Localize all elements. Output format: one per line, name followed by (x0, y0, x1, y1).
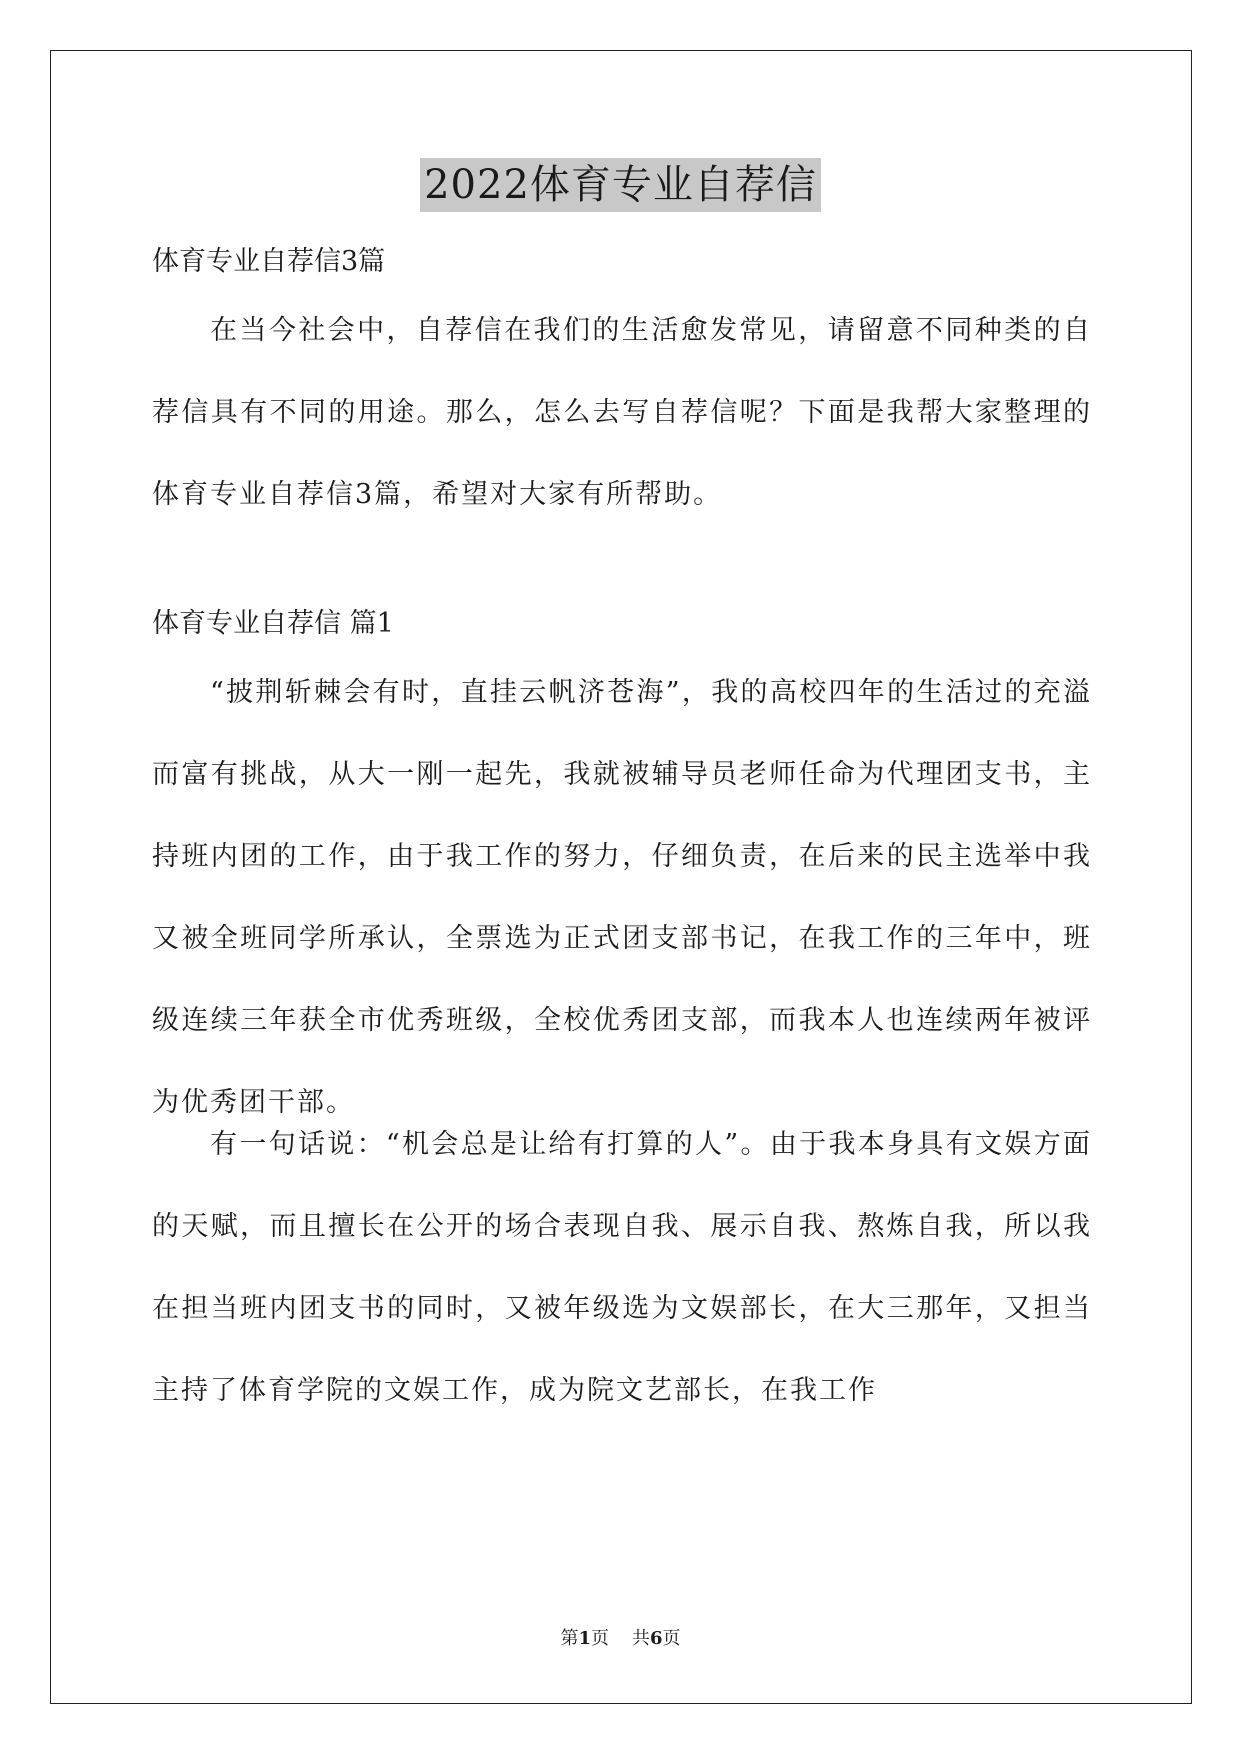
footer-total-pages: 6 (649, 1628, 663, 1649)
footer-prefix: 第 (560, 1628, 579, 1649)
body-paragraph: “披荆斩棘会有时，直挂云帆济苍海”，我的高校四年的生活过的充溢而富有挑战，从大一刚一起先，我就被辅导员老师任命为代理团支书，主持班内团的工作，由于我工作的努力，仔细负责，在后来的民主选举中我又被全班同学所承认，全票选为正式团支部书记，在我工作的三年中，班级连续三年获全市优秀班级，全校优秀团支部，而我本人也连续两年被评为优秀团干部。 (152, 677, 1092, 1118)
footer-suffix: 页 (662, 1628, 681, 1649)
footer-middle: 页 共 (591, 1628, 650, 1649)
section-heading: 体育专业自荐信 篇1 (152, 608, 394, 639)
intro-paragraph: 在当今社会中，自荐信在我们的生活愈发常见，请留意不同种类的自荐信具有不同的用途。那么，怎么去写自荐信呢？下面是我帮大家整理的体育专业自荐信3篇，希望对大家有所帮助。 (152, 315, 1092, 510)
document-title: 2022体育专业自荐信 (420, 158, 821, 212)
document-subtitle: 体育专业自荐信3篇 (152, 246, 386, 277)
title-container (0, 158, 1241, 212)
page-footer (0, 1627, 1241, 1651)
body-paragraph: 有一句话说：“机会总是让给有打算的人”。由于我本身具有文娱方面的天赋，而且擅长在公开的场合表现自我、展示自我、熬炼自我，所以我在担当班内团支书的同时，又被年级选为文娱部长，在大三那年，又担当主持了体育学院的文娱工作，成为院文艺部长，在我工作 (152, 1129, 1092, 1406)
footer-current-page: 1 (578, 1628, 592, 1649)
